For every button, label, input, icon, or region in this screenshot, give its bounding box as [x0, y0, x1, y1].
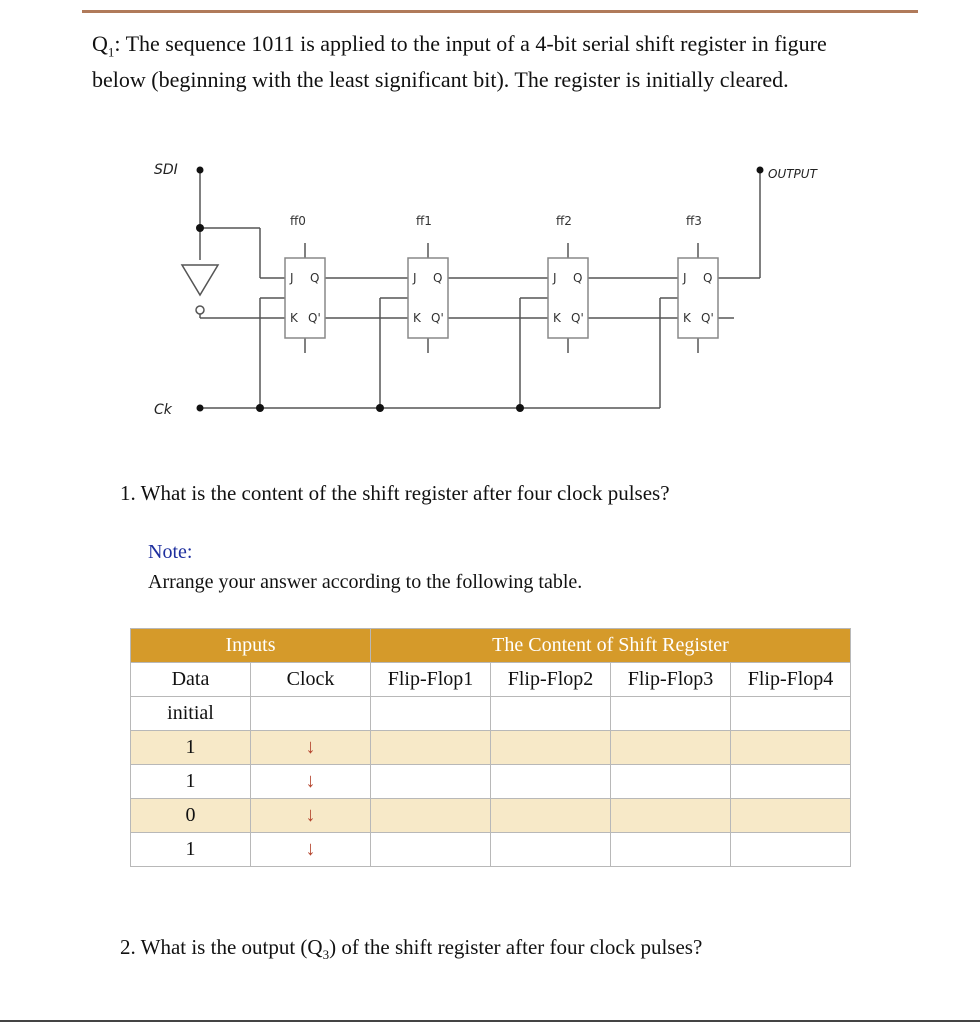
- svg-text:Q: Q: [703, 271, 713, 285]
- sdi-label: SDI: [154, 162, 178, 178]
- table-row: 1 ↓: [131, 765, 851, 799]
- question-text: [92, 30, 912, 94]
- col-data: Data: [131, 663, 251, 697]
- ff2-box: [548, 258, 588, 338]
- junction-node: [196, 224, 204, 232]
- ff3-box: [678, 258, 718, 338]
- top-rule: [82, 10, 918, 13]
- register-content-header: The Content of Shift Register: [371, 629, 851, 663]
- col-ff3: Flip-Flop3: [611, 663, 731, 697]
- ff0-box: [285, 258, 325, 338]
- ff1-box: [408, 258, 448, 338]
- clock-label: Ck: [154, 402, 172, 418]
- ff0-name: ff0: [290, 214, 306, 228]
- col-ff2: Flip-Flop2: [491, 663, 611, 697]
- inputs-header: Inputs: [131, 629, 371, 663]
- clock-junction-2: [516, 404, 524, 412]
- table-row: 0 ↓: [131, 799, 851, 833]
- sdi-node: [197, 167, 204, 174]
- svg-text:J: J: [683, 271, 687, 285]
- svg-text:Q: Q: [433, 271, 443, 285]
- svg-text:K: K: [290, 311, 298, 325]
- table-row: 1 ↓: [131, 833, 851, 867]
- table-row: initial: [131, 697, 851, 731]
- clock-arrow-icon: ↓: [251, 765, 371, 799]
- svg-text:Q': Q': [701, 311, 714, 325]
- col-ff4: Flip-Flop4: [731, 663, 851, 697]
- clock-junction-0: [256, 404, 264, 412]
- svg-text:K: K: [683, 311, 691, 325]
- svg-text:Q: Q: [310, 271, 320, 285]
- output-label: OUTPUT: [768, 167, 817, 181]
- svg-text:J: J: [413, 271, 417, 285]
- svg-text:J: J: [290, 271, 294, 285]
- svg-text:Q': Q': [308, 311, 321, 325]
- col-ff1: Flip-Flop1: [371, 663, 491, 697]
- col-clock: Clock: [251, 663, 371, 697]
- note-label: Note:: [148, 541, 193, 563]
- ff3-name: ff3: [686, 214, 702, 228]
- question-line-1: $Q_1$: The sequence 1011 is applied to the input of a 4-bit serial shift register in figure: [92, 31, 827, 60]
- bottom-rule: [0, 1020, 980, 1022]
- svg-text:Q': Q': [431, 311, 444, 325]
- answer-table: [130, 628, 851, 867]
- clock-arrow-icon: ↓: [251, 799, 371, 833]
- clock-arrow-icon: ↓: [251, 731, 371, 765]
- ff2-name: ff2: [556, 214, 572, 228]
- svg-text:Q: Q: [573, 271, 583, 285]
- ff1-name: ff1: [416, 214, 432, 228]
- shift-register-circuit: [140, 150, 840, 430]
- clock-node: [197, 405, 204, 412]
- output-node: [757, 167, 764, 174]
- table-row: 1 ↓: [131, 731, 851, 765]
- clock-arrow-icon: ↓: [251, 833, 371, 867]
- question-line-2: below (beginning with the least significant bit). The register is initially cleared.: [92, 67, 789, 93]
- svg-text:J: J: [553, 271, 557, 285]
- note-text: Arrange your answer according to the following table.: [148, 571, 583, 593]
- svg-text:K: K: [553, 311, 561, 325]
- question-1: 1. What is the content of the shift register after four clock pulses?: [120, 481, 670, 505]
- question-2: 2. What is the output $(Q_3)$ of the shift register after four clock pulses?: [120, 935, 703, 963]
- svg-text:K: K: [413, 311, 421, 325]
- clock-junction-1: [376, 404, 384, 412]
- svg-text:Q': Q': [571, 311, 584, 325]
